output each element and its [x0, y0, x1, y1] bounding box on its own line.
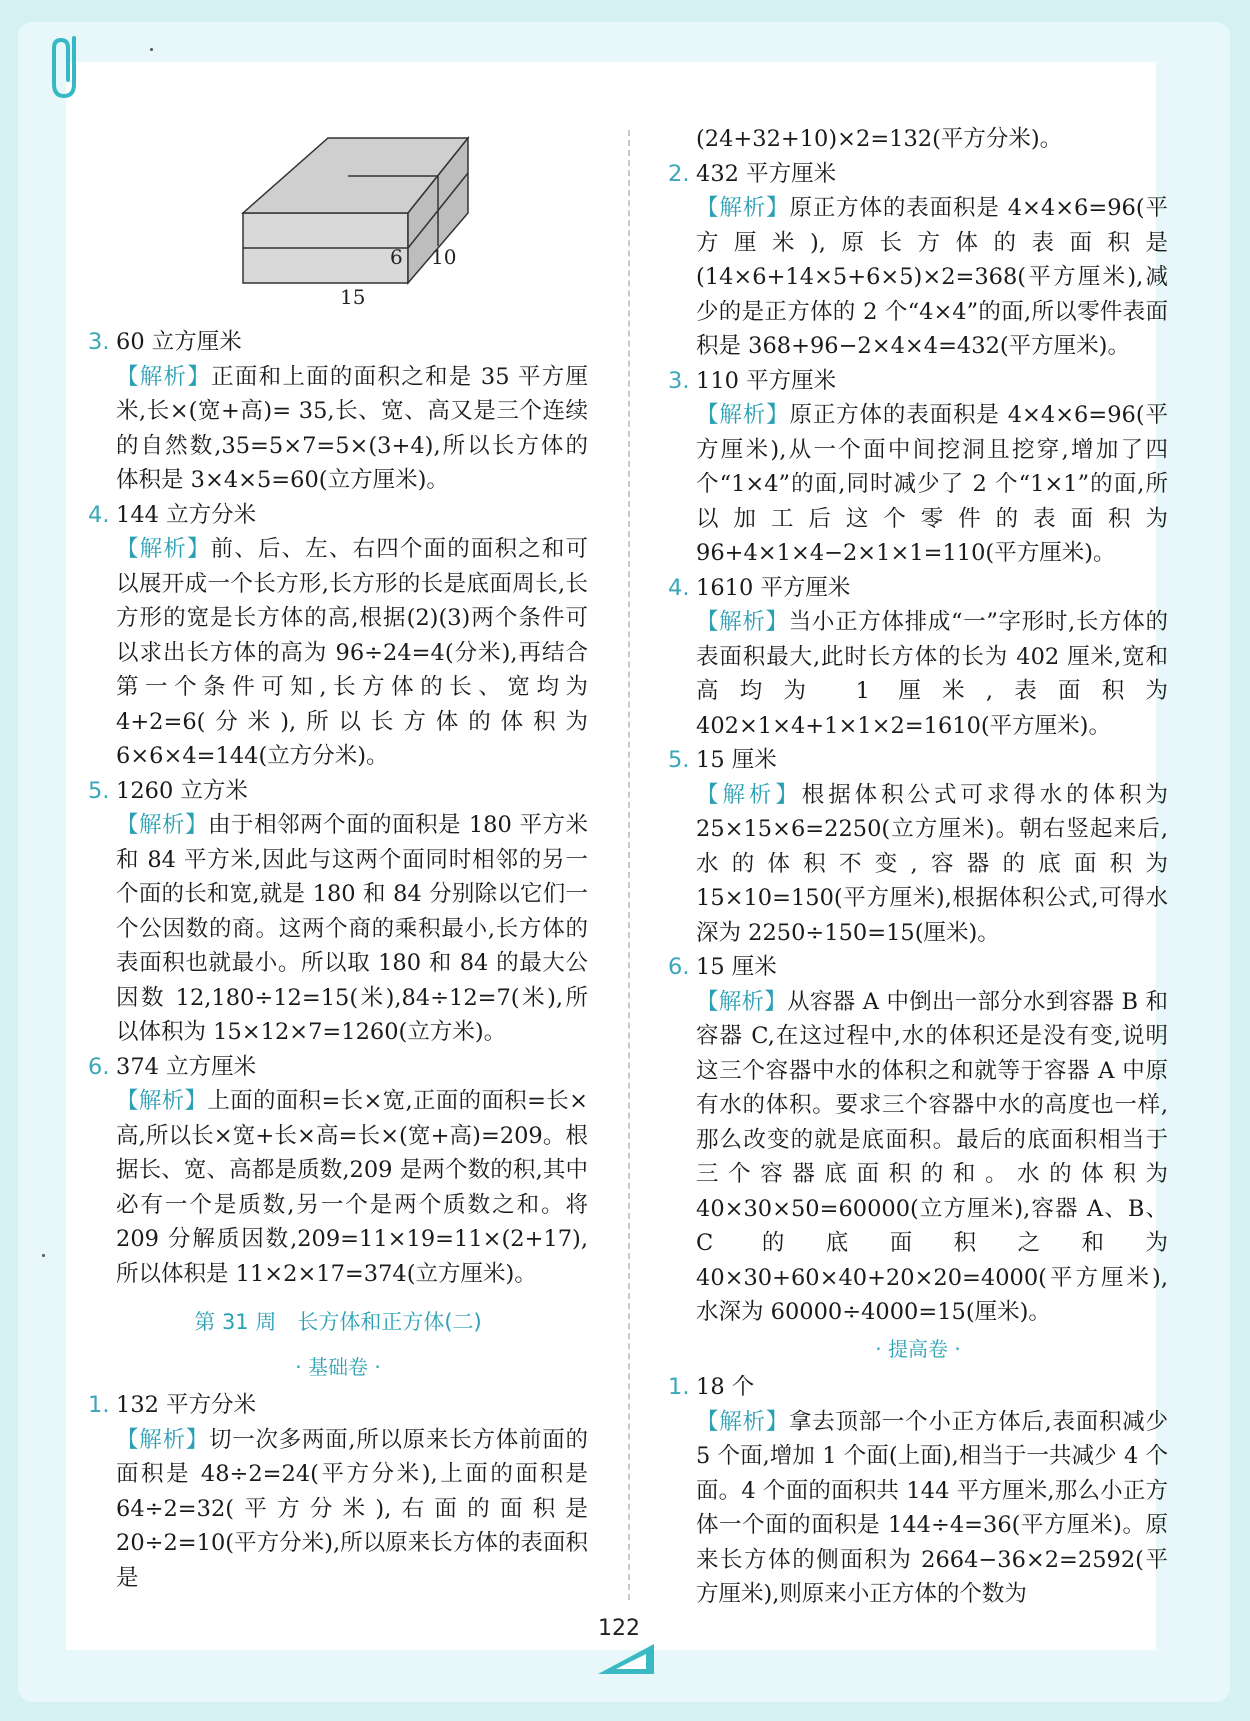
- item-answer: 15 厘米: [696, 747, 777, 773]
- item-number: 5.: [668, 747, 690, 773]
- right-column: [668, 122, 1168, 1612]
- analysis-tag: 【解析】: [696, 1408, 789, 1435]
- analysis-tag: 【解析】: [696, 402, 790, 428]
- item-explanation: 根据体积公式可求得水的体积为 25×15×6=2250(立方厘米)。朝右竖起来后,水的体积不变,容器的底面积为 15×10=150(平方厘米),根据体积公式,可得水深为 2250÷150=15(厘米)。: [696, 781, 1168, 946]
- advanced-paper-title: · 提高卷 ·: [875, 1336, 961, 1361]
- item-number: 1.: [668, 1374, 690, 1400]
- answer-item: [88, 498, 588, 774]
- item-explanation: 由于相邻两个面的面积是 180 平方米和 84 平方米,因此与这两个面同时相邻的另一个面的长和宽,就是 180 和 84 分别除以它们一个公因数的商。这两个商的乘积最小,长方体的表面积也就最小。所以取 180 和 84 的最大公因数 12,180÷12=15(米),84÷12=7(米),所以体积为 15×12×7=1260(立方米)。: [116, 812, 588, 1045]
- item-explanation: 前、后、左、右四个面的面积之和可以展开成一个长方形,长方形的长是底面周长,长方形的宽是长方体的高,根据(2)(3)两个条件可以求出长方体的高为 96÷24=4(分米),再结合第一个条件可知,长方体的长、宽均为 4+2=6(分米),所以长方体的体积为 6×6×4=144(立方分米)。: [116, 536, 588, 769]
- answer-item: [668, 743, 1168, 950]
- item-answer: 374 立方厘米: [116, 1053, 257, 1080]
- item-answer: 432 平方厘米: [696, 160, 837, 187]
- analysis-tag: 【解析】: [696, 195, 790, 221]
- answer-item: [88, 774, 588, 1050]
- left-column: [88, 120, 588, 1595]
- analysis-tag: 【解析】: [116, 363, 212, 390]
- item-explanation: 正面和上面的面积之和是 35 平方厘米,长×(宽+高)= 35,长、宽、高又是三个连续的自然数,35=5×7=5×(3+4),所以长方体的体积是 3×4×5=60(立方厘米)。: [116, 363, 588, 493]
- item-explanation: 当小正方体排成“一”字形时,长方体的表面积最大,此时长方体的长为 402 厘米,宽和高均为 1 厘米,表面积为 402×1×4+1×1×2=1610(平方厘米)。: [696, 609, 1168, 739]
- item-answer: 132 平方分米: [116, 1392, 257, 1418]
- answer-item: [88, 325, 588, 498]
- answer-item: [668, 571, 1168, 744]
- basic-paper-title: · 基础卷 ·: [295, 1354, 381, 1379]
- item-number: 6.: [668, 954, 690, 980]
- answer-item: [88, 1050, 588, 1292]
- item-number: 4.: [668, 574, 690, 601]
- analysis-tag: 【解析】: [116, 1088, 208, 1114]
- item-explanation: 从容器 A 中倒出一部分水到容器 B 和容器 C,在这过程中,水的体积还是没有变,说明这三个容器中水的体积之和就等于容器 A 中原有水的体积。要求三个容器中水的高度也一样,那么改变的就是底面积。最后的底面积相当于三个容器底面积的和。水的体积为 40×30×50=60000(立方厘米),容器 A、B、C 的底面积之和为 40×30+60×40+20×20=4000(平方厘米),水深为 60000÷4000=15(厘米)。: [696, 988, 1168, 1325]
- dimension-label-15: 15: [340, 285, 366, 309]
- item-number: 5.: [88, 777, 110, 804]
- analysis-tag: 【解析】: [116, 812, 209, 838]
- analysis-tag: 【解析】: [116, 1426, 209, 1453]
- item-explanation: 上面的面积=长×宽,正面的面积=长×高,所以长×宽+长×高=长×(宽+高)=209。根据长、宽、高都是质数,209 是两个数的积,其中必有一个是质数,另一个是两个质数之和。将 209 分解质因数,209=11×19=11×(2+17),所以体积是 11×2×17=374(立方厘米)。: [116, 1088, 588, 1287]
- cuboid-drawing: [238, 128, 538, 328]
- cuboid-figure: [98, 120, 588, 325]
- item-number: 3.: [88, 329, 110, 355]
- analysis-tag: 【解析】: [116, 536, 211, 562]
- answer-item: [668, 950, 1168, 1330]
- analysis-tag: 【解析】: [696, 988, 788, 1015]
- item-number: 1.: [88, 1392, 110, 1418]
- item-explanation: 切一次多两面,所以原来长方体前面的面积是 48÷2=24(平方分米),上面的面积是 64÷2=32(平方分米),右面的面积是 20÷2=10(平方分米),所以原来长方体的表面积是: [116, 1426, 588, 1591]
- answer-item: [668, 157, 1168, 364]
- answer-item: [668, 1370, 1168, 1612]
- item-number: 2.: [668, 160, 690, 187]
- analysis-tag: 【解析】: [696, 781, 802, 808]
- answer-item: [88, 1388, 588, 1595]
- speck: [42, 1254, 45, 1257]
- dimension-label-6: 6: [390, 245, 403, 269]
- item-explanation: 拿去顶部一个小正方体后,表面积减少 5 个面,增加 1 个面(上面),相当于一共减少 4 个面。4 个面的面积共 144 平方厘米,那么小正方体一个面的面积是 144÷4=36(平方厘米)。原来长方体的侧面积为 2664−36×2=2592(平方厘米),则原来小正方体的个数为: [696, 1408, 1168, 1607]
- item-answer: 110 平方厘米: [696, 367, 837, 394]
- column-divider: [628, 130, 630, 1600]
- item-number: 4.: [88, 501, 110, 528]
- item-answer: 1260 立方米: [116, 777, 248, 804]
- item-answer: 1610 平方厘米: [696, 574, 851, 601]
- page-number: 122: [598, 1616, 640, 1641]
- analysis-tag: 【解析】: [696, 609, 789, 635]
- dimension-label-10: 10: [431, 245, 457, 269]
- item-answer: 18 个: [696, 1374, 755, 1400]
- item-answer: 144 立方分米: [116, 501, 257, 528]
- item-explanation: 原正方体的表面积是 4×4×6=96(平方厘米),原长方体的表面积是(14×6+14×5+6×5)×2=368(平方厘米),减少的是正方体的 2 个“4×4”的面,所以零件表面积是 368+96−2×4×4=432(平方厘米)。: [696, 195, 1168, 359]
- paperclip-icon: [44, 30, 90, 102]
- item-number: 6.: [88, 1053, 110, 1080]
- item-answer: 15 厘米: [696, 954, 777, 980]
- item-number: 3.: [668, 367, 690, 394]
- item-answer: 60 立方厘米: [116, 329, 242, 355]
- set-square-icon: [594, 1638, 658, 1678]
- speck: [150, 48, 153, 51]
- section-title: 第 31 周 长方体和正方体(二): [194, 1310, 482, 1334]
- continued-text: (24+32+10)×2=132(平方分米)。: [696, 126, 1063, 152]
- item-explanation: 原正方体的表面积是 4×4×6=96(平方厘米),从一个面中间挖洞且挖穿,增加了四个“1×4”的面,同时减少了 2 个“1×1”的面,所以加工后这个零件的表面积为 96+4×1×4−2×1×1=110(平方厘米)。: [696, 402, 1168, 566]
- answer-item: [668, 364, 1168, 571]
